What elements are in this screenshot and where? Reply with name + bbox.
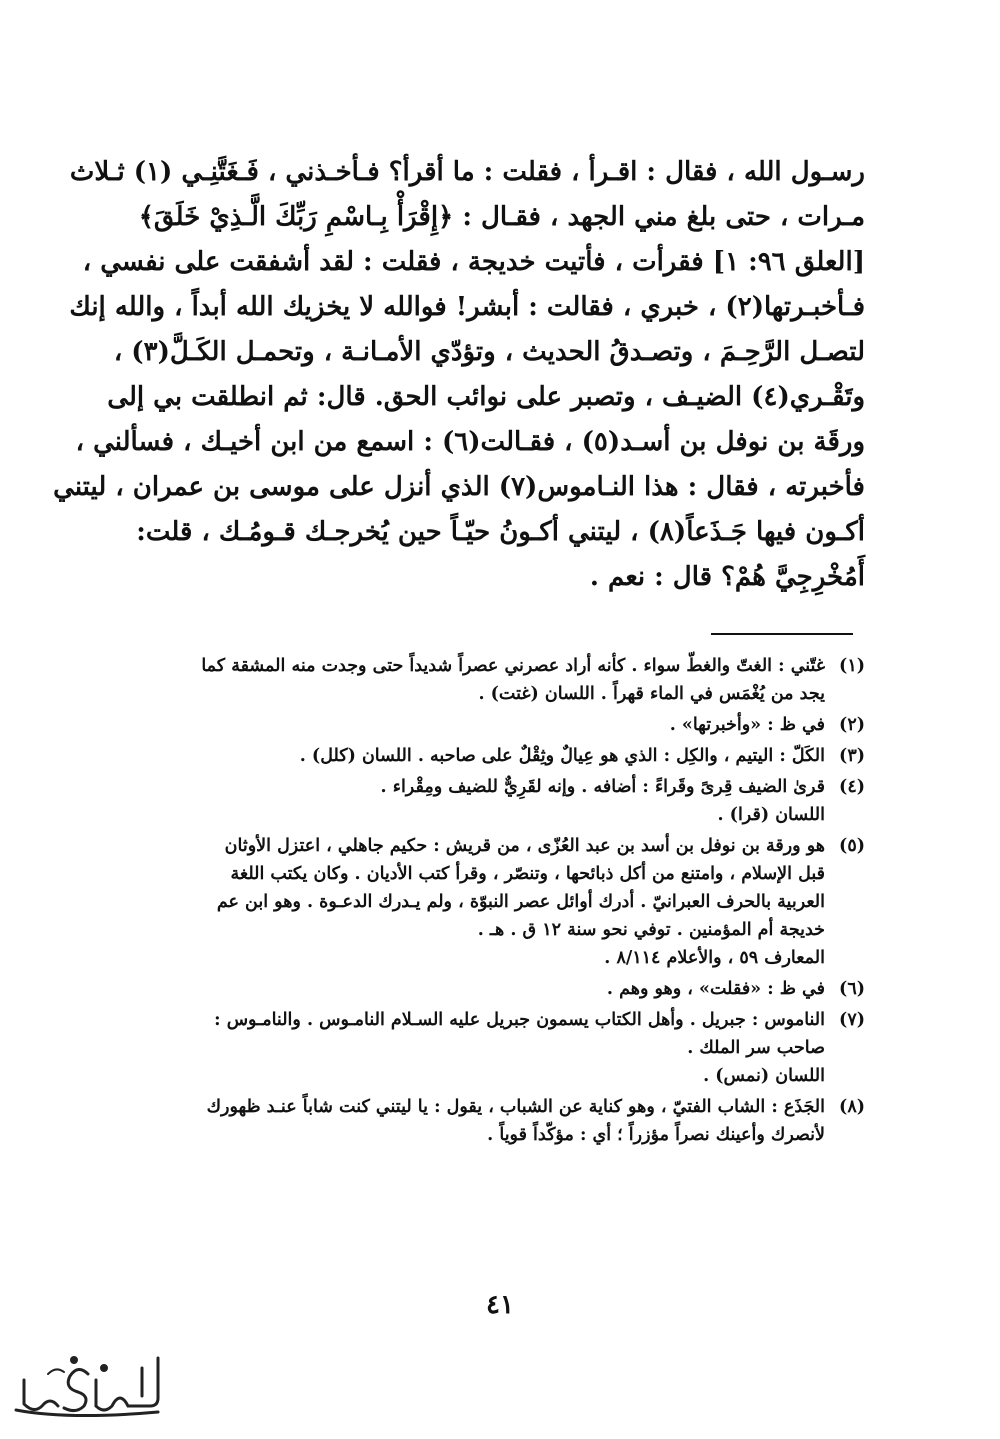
footnote-2 xyxy=(150,711,865,739)
footnote-number: (٤) xyxy=(839,777,865,797)
footnote-6 xyxy=(150,975,865,1003)
footnote-body xyxy=(150,742,825,770)
footnote-body xyxy=(150,975,825,1003)
calligraphic-logo xyxy=(8,1350,168,1420)
footnote-body xyxy=(150,773,825,829)
main-text-line: فـأخبـرتها(٢) ، خبري ، فقالت : أبشر! فوالله لا يخزيك الله أبداً ، والله إنك xyxy=(69,292,865,322)
footnote-line: لأنصرك وأعينك نصراً مؤزراً ؛ أي : مؤكّداً قوياً . xyxy=(487,1125,825,1145)
footnote-line: قبل الإسلام ، وامتنع من أكل ذبائحها ، وتنصّر ، وقرأ كتب الأديان . وكان يكتب اللغة xyxy=(230,864,825,884)
footnote-line: اللسان (قرا) . xyxy=(717,805,825,825)
footnote-line: قرىٰ الضيف قِرىً وقَراءً : أضافه . وإنه لقَرِيٌّ للضيف ومِقْراء . xyxy=(380,777,825,797)
footnote-body xyxy=(150,652,825,708)
main-text-line: لتصـل الرَّحِـمَ ، وتصـدقُ الحديث ، وتؤدّي الأمـانـة ، وتحمـل الكَـلَّ(٣) ، xyxy=(113,337,865,367)
footnote-line: خديجة أم المؤمنين . توفي نحو سنة ١٢ ق . هـ . xyxy=(477,920,825,940)
footnote-4 xyxy=(150,773,865,829)
footnote-1 xyxy=(150,652,865,708)
footnote-3 xyxy=(150,742,865,770)
main-text-line: أَمُخْرِجِيَّ هُمْ؟ قال : نعم . xyxy=(589,562,865,592)
footnote-number: (٣) xyxy=(839,746,865,766)
footnote-body xyxy=(150,711,825,739)
page-number: ٤١ xyxy=(486,1290,514,1320)
footnote-body xyxy=(150,1093,825,1149)
main-text-line: مـرات ، حتى بلغ مني الجهد ، فقـال : ﴿إِقْرَأْ بِـاسْمِ رَبِّكَ الَّـذِيْ خَلَقَ﴾ xyxy=(138,202,865,232)
footnote-body xyxy=(150,832,825,972)
footnote-line: اللسان (نمس) . xyxy=(703,1066,825,1086)
footnote-number: (١) xyxy=(839,656,865,676)
main-text-line: فأخبرته ، فقال : هذا النـاموس(٧) الذي أنزل على موسى بن عمران ، ليتني xyxy=(53,472,865,502)
footnote-line: هو ورقة بن نوفل بن أسد بن عبد العُزّى ، من قريش : حكيم جاهلي ، اعتزل الأوثان xyxy=(224,836,825,856)
footnote-line: المعارف ٥٩ ، والأعلام ٨/١١٤ . xyxy=(604,948,825,968)
footnote-line: الناموس : جبريل . وأهل الكتاب يسمون جبريل عليه السـلام النامـوس . والنامـوس : xyxy=(214,1010,825,1030)
footnote-line: الجَذَع : الشاب الفتيّ ، وهو كناية عن الشباب ، يقول : يا ليتني كنت شاباً عنـد ظهورك xyxy=(206,1097,825,1117)
footnote-7 xyxy=(150,1006,865,1090)
main-text-line: رسـول الله ، فقال : اقـرأ ، فقلت : ما أقرأ؟ فـأخـذني ، فَـغَتَّنِـي (١) ثـلاث xyxy=(69,157,865,187)
footnote-line: في ظ : «فقلت» ، وهو وهم . xyxy=(606,979,825,999)
footnote-body xyxy=(150,1006,825,1090)
footnote-line: في ظ : «وأخبرتها» . xyxy=(669,715,825,735)
footnote-number: (٦) xyxy=(839,979,865,999)
footnote-number: (٥) xyxy=(839,836,865,856)
footnote-line: الكَلّ : اليتيم ، والكِل : الذي هو عِيالٌ وثِقْلٌ على صاحبه . اللسان (كلل) . xyxy=(299,746,825,766)
main-text-line: ورقَة بن نوفل بن أسـد(٥) ، فقـالت(٦) : اسمع من ابن أخيـك ، فسألني ، xyxy=(75,427,865,457)
footnote-line: صاحب سر الملك . xyxy=(687,1038,825,1058)
footnote-5 xyxy=(150,832,865,972)
main-text-line: أكـون فيها جَـذَعاً(٨) ، ليتني أكـونُ حيّـاً حين يُخرجـك قـومُـك ، قلت: xyxy=(136,517,865,547)
footnote-line: العربية بالحرف العبرانيّ . أدرك أوائل عصر النبوّة ، ولم يـدرك الدعـوة . وهو ابن عم xyxy=(216,892,825,912)
main-text-line: وتَقْـري(٤) الضيـف ، وتصبر على نوائب الحق. قال: ثم انطلقت بي إلى xyxy=(107,382,865,412)
footnote-number: (٢) xyxy=(839,715,865,735)
footnote-line: غتّني : الغتّ والغطّ سواء . كأنه أراد عصرني عصراً شديداً حتى وجدت منه المشقة كما xyxy=(201,656,825,676)
footnote-line: يجد من يُغْمَس في الماء قهراً . اللسان (غتت) . xyxy=(478,684,825,704)
footnote-number: (٨) xyxy=(839,1097,865,1117)
footnote-separator xyxy=(711,633,853,635)
footnotes xyxy=(150,652,865,1152)
main-text xyxy=(53,150,865,600)
main-text-line: [العلق ٩٦: ١] فقرأت ، فأتيت خديجة ، فقلت : لقد أشفقت على نفسي ، xyxy=(82,247,865,277)
footnote-number: (٧) xyxy=(839,1010,865,1030)
footnote-8 xyxy=(150,1093,865,1149)
